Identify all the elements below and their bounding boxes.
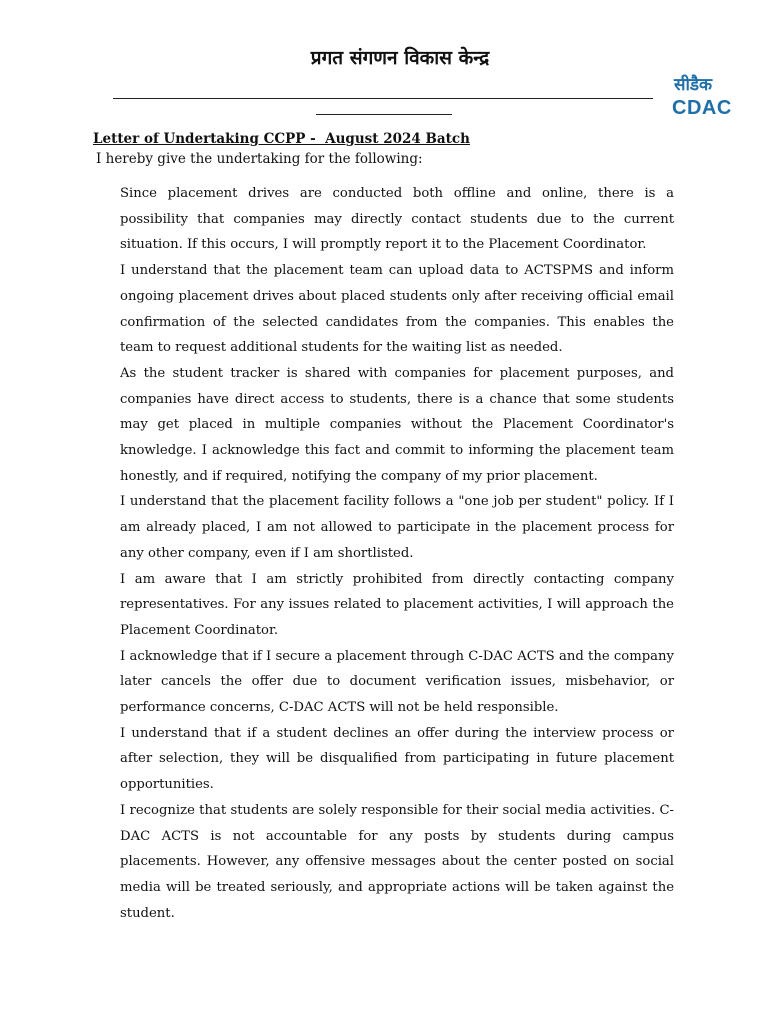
logo-english-text: CDAC xyxy=(672,97,732,119)
clause-1: Since placement drives are conducted both offline and online, there is a possibility that companies may directly contact students due to the current situation. If this occurs, I will promptly report it to the Placement Coordinator. xyxy=(120,186,674,253)
clause-7: I understand that if a student declines an offer during the interview process or after selection, they will be disqualified from participating in future placement opportunities. xyxy=(120,725,674,793)
letter-intro: I hereby give the undertaking for the following: xyxy=(96,151,423,167)
clause-6: I acknowledge that if I secure a placement through C-DAC ACTS and the company later cancels the offer due to document verification issues, misbehavior, or performance concerns, C-DAC ACTS will not be held responsible. xyxy=(120,648,674,716)
undertaking-clauses xyxy=(120,181,674,926)
clause-2: I understand that the placement team can upload data to ACTSPMS and inform ongoing placement drives about placed students only after receiving official email confirmation of the selected candidates from the companies. This enables the team to request additional students for the waiting list as needed. xyxy=(120,263,674,356)
logo-hindi-text: सीडैक xyxy=(674,75,713,95)
clause-3: As the student tracker is shared with companies for placement purposes, and companies have direct access to students, there is a chance that some students may get placed in multiple companies without the Placement Coordinator's knowledge. I acknowledge this fact and commit to informing the placement team honestly, and if required, notifying the company of my prior placement. xyxy=(120,365,674,484)
header-subdivider xyxy=(316,114,452,115)
clause-5: I am aware that I am strictly prohibited from directly contacting company representatives. For any issues related to placement activities, I will approach the Placement Coordinator. xyxy=(120,571,674,638)
letter-heading: Letter of Undertaking CCPP - August 2024 Batch xyxy=(93,131,470,147)
organization-title-hindi: प्रगत संगणन विकास केन्द्र xyxy=(310,47,490,69)
header-divider xyxy=(113,98,653,99)
clause-8: I recognize that students are solely responsible for their social media activities. C-DAC ACTS is not accountable for any posts by students during campus placements. However, any offensive messages about the center posted on social media will be treated seriously, and appropriate actions will be taken against the student. xyxy=(120,802,674,921)
clause-4: I understand that the placement facility follows a "one job per student" policy. If I am already placed, I am not allowed to participate in the placement process for any other company, even if I am shortlisted. xyxy=(120,494,674,561)
cdac-logo xyxy=(670,72,762,122)
